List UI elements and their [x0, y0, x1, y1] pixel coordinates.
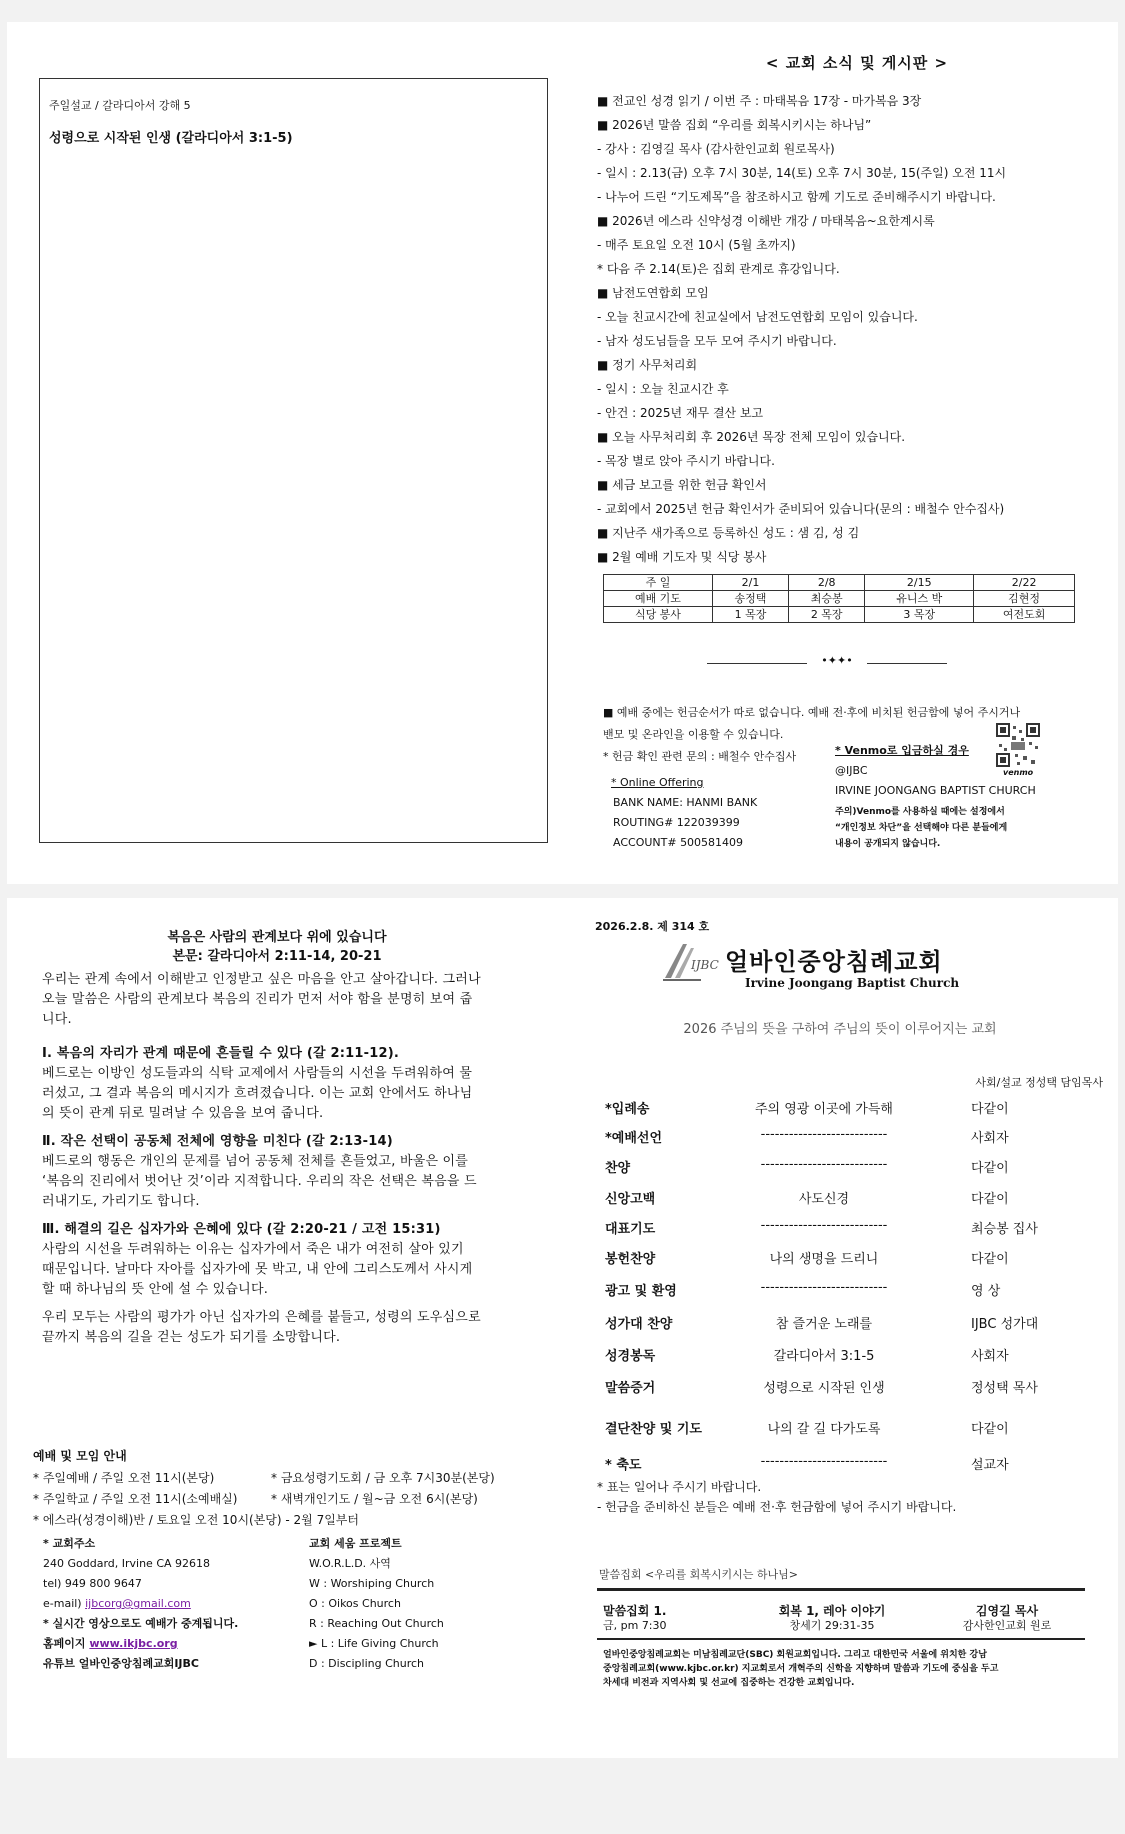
notice-item: - 일시 : 2.13(금) 오후 7시 30분, 14(토) 오후 7시 30분, 15(주일) 오전 11시 — [597, 166, 1007, 180]
revival-session: 말씀집회 1. — [603, 1604, 667, 1618]
notices-title: < 교회 소식 및 게시판 > — [765, 54, 949, 72]
logo-text: IJBC — [691, 958, 719, 972]
offering-note-line2: 밴모 및 온라인을 이용할 수 있습니다. — [603, 728, 784, 741]
venmo-qr-code[interactable] — [995, 722, 1041, 768]
worship-item: 말씀증거 — [605, 1381, 656, 1396]
divider-ornament: •✦✦• — [807, 654, 867, 667]
text-line: ‘복음의 진리에서 벗어난 것’이라 지적합니다. 우리의 작은 선택은 복음을 드 — [42, 1174, 477, 1189]
notice-item: - 일시 : 오늘 친교시간 후 — [597, 382, 729, 396]
schedule-cell: 예배 기도 — [604, 591, 713, 607]
prayer-service-schedule-table — [603, 574, 1075, 623]
meetings-list — [33, 1468, 553, 1531]
footer-line: 얼바인중앙침례교회는 미남침례교단(SBC) 회원교회입니다. 그리고 대한민국 서울에 위치한 강남 — [603, 1650, 987, 1660]
issue-number: 2026.2.8. 제 314 호 — [595, 920, 710, 933]
worship-row — [599, 1218, 1059, 1244]
offering-reminder: - 헌금을 준비하신 분들은 예배 전·후 헌금함에 넣어 주시기 바랍니다. — [597, 1500, 957, 1514]
schedule-header-row — [604, 575, 1075, 591]
text-line: 의 뜻이 관계 뒤로 밀려날 수 있음을 보여 줍니다. — [42, 1106, 324, 1121]
worship-content: --------------------------- — [760, 1280, 888, 1295]
venmo-title: * Venmo로 입금하실 경우 — [835, 744, 969, 757]
account-number: ACCOUNT# 500581409 — [613, 836, 744, 849]
worship-leader: 정성택 목사 — [971, 1381, 1038, 1396]
worship-content: --------------------------- — [760, 1127, 888, 1142]
worship-leader: 사회자 — [971, 1349, 1009, 1364]
worship-row — [599, 1418, 1059, 1444]
footer-line: 차세대 비전과 지역사회 및 선교에 집중하는 건강한 교회입니다. — [603, 1678, 855, 1688]
worship-row — [599, 1454, 1059, 1480]
church-name-english: Irvine Joongang Baptist Church — [745, 976, 960, 990]
worship-row — [599, 1098, 1059, 1124]
sermon-title: 성령으로 시작된 인생 (갈라디아서 3:1-5) — [49, 131, 293, 146]
worship-leader: 영 상 — [971, 1284, 1001, 1299]
notice-item: - 남자 성도님들을 모두 모여 주시기 바랍니다. — [597, 334, 837, 348]
worship-item: * 축도 — [605, 1458, 642, 1473]
meeting-item: * 주일학교 / 주일 오전 11시(소예배실) — [33, 1492, 238, 1506]
revival-bottom-rule — [597, 1638, 1085, 1640]
worship-item: 찬양 — [605, 1161, 631, 1176]
worship-row — [599, 1280, 1059, 1306]
meetings-title: 예배 및 모임 안내 — [33, 1449, 127, 1463]
youtube-channel: 유튜브 얼바인중앙침례교회IJBC — [43, 1657, 199, 1670]
meditation-section-2 — [42, 1132, 562, 1212]
project-item: R : Reaching Out Church — [309, 1617, 444, 1630]
worship-leader: IJBC 성가대 — [971, 1317, 1039, 1332]
venmo-privacy-note — [835, 804, 1007, 852]
notice-item: - 나누어 드린 “기도제목”을 참조하시고 함께 기도로 준비해주시기 바랍니다. — [597, 190, 996, 204]
notice-item: ■ 전교인 성경 읽기 / 이번 주 : 마태복음 17장 - 마가복음 3장 — [597, 94, 922, 108]
email-label: e-mail) — [43, 1597, 82, 1610]
worship-leader: 다같이 — [971, 1192, 1009, 1207]
schedule-cell: 2/8 — [789, 575, 865, 591]
worship-leader: 다같이 — [971, 1161, 1009, 1176]
meditation-title: 복음은 사람의 관계보다 위에 있습니다 — [167, 930, 387, 945]
notice-item: ■ 남전도연합회 모임 — [597, 286, 709, 300]
church-logo — [661, 938, 725, 984]
live-stream-note: * 실시간 영상으로도 예배가 중계됩니다. — [43, 1617, 239, 1630]
worship-content: --------------------------- — [760, 1454, 888, 1469]
schedule-cell: 2/22 — [974, 575, 1075, 591]
worship-leader: 사회자 — [971, 1131, 1009, 1146]
text-line: 러섰고, 그 결과 복음의 메시지가 흐려졌습니다. 이는 교회 안에서도 하나님 — [42, 1086, 473, 1101]
schedule-cell: 김현정 — [974, 591, 1075, 607]
worship-item: 광고 및 환영 — [605, 1284, 677, 1299]
project-item: ► L : Life Giving Church — [309, 1637, 439, 1650]
notice-item: - 교회에서 2025년 헌금 확인서가 준비되어 있습니다(문의 : 배철수 안수집사) — [597, 502, 1005, 516]
notice-item: ■ 세금 보고를 위한 헌금 확인서 — [597, 478, 767, 492]
revival-scripture: 창세기 29:31-35 — [789, 1619, 875, 1632]
section-heading: Ⅱ. 작은 선택이 공동체 전체에 영향을 미친다 (갈 2:13-14) — [42, 1134, 393, 1149]
text-line: 때문입니다. 날마다 자아를 십자가에 못 박고, 내 안에 그리스도께서 사시게 — [42, 1262, 473, 1277]
text-line: 우리는 관계 속에서 이해받고 인정받고 싶은 마음을 안고 살아갑니다. 그러나 — [42, 972, 481, 987]
worship-content: 참 즐거운 노래를 — [775, 1317, 873, 1332]
notice-item: ■ 오늘 사무처리회 후 2026년 목장 전체 모임이 있습니다. — [597, 430, 906, 444]
notice-item: - 매주 토요일 오전 10시 (5월 초까지) — [597, 238, 796, 252]
project-item: W : Worshiping Church — [309, 1577, 435, 1590]
worship-leader: 다같이 — [971, 1252, 1009, 1267]
address-title: * 교회주소 — [43, 1537, 96, 1550]
meditation-intro — [42, 970, 562, 1030]
worship-leader: 다같이 — [971, 1102, 1009, 1117]
notice-item: * 다음 주 2.14(토)은 집회 관계로 휴강입니다. — [597, 262, 840, 276]
section-heading: Ⅲ. 해결의 길은 십자가와 은혜에 있다 (갈 2:20-21 / 고전 15:31) — [42, 1222, 441, 1237]
revival-label: 말씀집회 <우리를 회복시키시는 하나님> — [599, 1568, 798, 1581]
text-line: 베드로의 행동은 개인의 문제를 넘어 공동체 전체를 흔들었고, 바울은 이를 — [42, 1154, 469, 1169]
project-item: O : Oikos Church — [309, 1597, 401, 1610]
worship-item: 신앙고백 — [605, 1192, 656, 1207]
schedule-cell: 2/15 — [865, 575, 974, 591]
bank-name: BANK NAME: HANMI BANK — [613, 796, 758, 809]
church-footer — [603, 1648, 1093, 1690]
meeting-item: * 에스라(성경이해)반 / 토요일 오전 10시(본당) - 2월 7일부터 — [33, 1513, 359, 1527]
world-project — [309, 1534, 539, 1674]
notice-item: ■ 2026년 말씀 집회 “우리를 회복시키시는 하나님” — [597, 118, 872, 132]
sermon-notes-box — [39, 78, 548, 843]
worship-row — [599, 1345, 1059, 1371]
notice-item: ■ 2026년 에스라 신약성경 이해반 개강 / 마태복음~요한계시록 — [597, 214, 935, 228]
venmo-note-line: 주의)Venmo를 사용하실 때에는 설정에서 — [835, 807, 1005, 817]
routing-number: ROUTING# 122039399 — [613, 816, 740, 829]
worship-content: 갈라디아서 3:1-5 — [773, 1349, 875, 1364]
sermon-series-label: 주일설교 / 갈라디아서 강해 5 — [49, 99, 191, 112]
notice-item: ■ 정기 사무처리회 — [597, 358, 698, 372]
worship-item: *예배선언 — [605, 1131, 663, 1146]
offering-contact: * 헌금 확인 관련 문의 : 배철수 안수집사 — [603, 750, 797, 763]
notice-item: - 강사 : 김영길 목사 (감사한인교회 원로목사) — [597, 142, 835, 156]
project-subtitle: W.O.R.L.D. 사역 — [309, 1557, 391, 1570]
meeting-item: * 새벽개인기도 / 월~금 오전 6시(본당) — [271, 1492, 478, 1506]
schedule-cell: 2 목장 — [789, 607, 865, 623]
worship-item: 대표기도 — [605, 1222, 656, 1237]
worship-leader: 다같이 — [971, 1422, 1009, 1437]
project-item: D : Discipling Church — [309, 1657, 425, 1670]
offering-note-line1: ■ 예배 중에는 헌금순서가 따로 없습니다. 예배 전·후에 비치된 헌금함에 넣어 주시거나 — [603, 706, 1021, 719]
schedule-cell: 여전도회 — [974, 607, 1075, 623]
meditation-scripture: 본문: 갈라디아서 2:11-14, 20-21 — [172, 949, 382, 964]
address: 240 Goddard, Irvine CA 92618 — [43, 1557, 211, 1570]
text-line: 끝까지 복음의 길을 걷는 성도가 되기를 소망합니다. — [42, 1330, 341, 1345]
notice-item: - 오늘 친교시간에 친교실에서 남전도연합회 모임이 있습니다. — [597, 310, 918, 324]
schedule-row — [604, 607, 1075, 623]
revival-time: 금, pm 7:30 — [603, 1619, 667, 1632]
worship-item: 봉헌찬양 — [605, 1252, 656, 1267]
revival-top-rule — [597, 1588, 1085, 1591]
worship-row — [599, 1188, 1059, 1214]
annual-vision: 2026 주님의 뜻을 구하여 주님의 뜻이 이루어지는 교회 — [683, 1022, 997, 1037]
worship-leader: 설교자 — [971, 1458, 1009, 1473]
text-line: 러내기도, 가리기도 합니다. — [42, 1194, 200, 1209]
worship-content: 성령으로 시작된 인생 — [763, 1381, 885, 1396]
email-row — [43, 1594, 273, 1614]
homepage-row — [43, 1634, 273, 1654]
venmo-note-line: 내용이 공개되지 않습니다. — [835, 839, 941, 849]
worship-content: --------------------------- — [760, 1157, 888, 1172]
revival-speaker: 김영길 목사 — [975, 1604, 1039, 1618]
worship-row — [599, 1313, 1059, 1339]
meditation-conclusion — [42, 1308, 562, 1348]
notice-item: ■ 지난주 새가족으로 등록하신 성도 : 샘 김, 성 김 — [597, 526, 860, 540]
worship-row — [599, 1248, 1059, 1274]
church-name: 얼바인중앙침례교회 — [725, 948, 943, 976]
section-heading: Ⅰ. 복음의 자리가 관계 때문에 흔들릴 수 있다 (갈 2:11-12). — [42, 1046, 399, 1061]
venmo-note-line: “개인정보 차단”을 선택해야 다른 분들에게 — [835, 823, 1008, 833]
worship-content: 나의 생명을 드리니 — [769, 1252, 879, 1267]
schedule-cell: 송정택 — [712, 591, 788, 607]
worship-item: 성가대 찬양 — [605, 1317, 673, 1332]
notice-item: - 목장 별로 앉아 주시기 바랍니다. — [597, 454, 775, 468]
text-line: 베드로는 이방인 성도들과의 식탁 교제에서 사람들의 시선을 두려워하여 물 — [42, 1066, 473, 1081]
worship-leader: 최승봉 집사 — [971, 1222, 1038, 1237]
schedule-cell: 식당 봉사 — [604, 607, 713, 623]
presider: 사회/설교 정성택 담임목사 — [975, 1076, 1103, 1089]
text-line: 사람의 시선을 두려워하는 이유는 십자가에서 죽은 내가 여전히 살아 있기 — [42, 1242, 464, 1257]
venmo-logo: venmo — [1003, 768, 1034, 777]
worship-content: 주의 영광 이곳에 가득해 — [755, 1102, 893, 1117]
worship-content: 나의 갈 길 다가도록 — [767, 1422, 881, 1437]
project-title: 교회 세움 프로젝트 — [309, 1537, 402, 1550]
text-line: 할 때 하나님의 뜻 안에 설 수 있습니다. — [42, 1282, 269, 1297]
worship-item: 결단찬양 및 기도 — [605, 1422, 702, 1437]
notice-item: ■ 2월 예배 기도자 및 식당 봉사 — [597, 550, 767, 564]
schedule-cell: 1 목장 — [712, 607, 788, 623]
venmo-handle: @IJBC — [835, 764, 868, 777]
notices-list — [597, 89, 1097, 569]
worship-content: --------------------------- — [760, 1218, 888, 1233]
online-offering-title: * Online Offering — [611, 776, 704, 789]
contact-info — [43, 1534, 273, 1674]
schedule-cell: 2/1 — [712, 575, 788, 591]
footer-line: 중앙침례교회(www.kjbc.or.kr) 지교회로서 개혁주의 신학을 지향하며 말씀과 기도에 중심을 두고 — [603, 1664, 999, 1674]
meeting-row — [33, 1489, 553, 1510]
worship-content: 사도신경 — [798, 1192, 850, 1207]
homepage-link[interactable]: www.ikjbc.org — [89, 1637, 178, 1650]
bulletin-outer-page — [7, 898, 1118, 1758]
venmo-account-name: IRVINE JOONGANG BAPTIST CHURCH — [835, 784, 1036, 797]
worship-row — [599, 1127, 1059, 1153]
worship-row — [599, 1157, 1059, 1183]
schedule-cell: 유니스 박 — [865, 591, 974, 607]
phone: tel) 949 800 9647 — [43, 1577, 142, 1590]
text-line: 니다. — [42, 1012, 72, 1027]
revival-speaker-church: 감사한인교회 원로 — [962, 1619, 1052, 1632]
meditation-section-3 — [42, 1220, 562, 1300]
meeting-item: * 주일예배 / 주일 오전 11시(본당) — [33, 1471, 215, 1485]
worship-item: 성경봉독 — [605, 1349, 656, 1364]
text-line: 오늘 말씀은 사람의 관계보다 복음의 진리가 먼저 서야 함을 분명히 보여 줍 — [42, 992, 473, 1007]
email-link[interactable]: ijbcorg@gmail.com — [85, 1597, 191, 1610]
standing-note: * 표는 일어나 주시기 바랍니다. — [597, 1480, 762, 1494]
text-line: 우리 모두는 사람의 평가가 아닌 십자가의 은혜를 붙들고, 성령의 도우심으로 — [42, 1310, 481, 1325]
meditation-section-1 — [42, 1044, 562, 1124]
bulletin-inner-page — [7, 22, 1118, 884]
meeting-row — [33, 1468, 553, 1489]
notice-item: - 안건 : 2025년 재무 결산 보고 — [597, 406, 764, 420]
schedule-cell: 주 일 — [604, 575, 713, 591]
worship-item: *입례송 — [605, 1102, 650, 1117]
worship-row — [599, 1377, 1059, 1403]
schedule-cell: 3 목장 — [865, 607, 974, 623]
schedule-cell: 최승봉 — [789, 591, 865, 607]
meeting-item: * 금요성령기도회 / 금 오후 7시30분(본당) — [271, 1471, 495, 1485]
homepage-label: 홈페이지 — [43, 1637, 86, 1650]
revival-topic: 회복 1, 레아 이야기 — [778, 1604, 886, 1618]
schedule-row — [604, 591, 1075, 607]
